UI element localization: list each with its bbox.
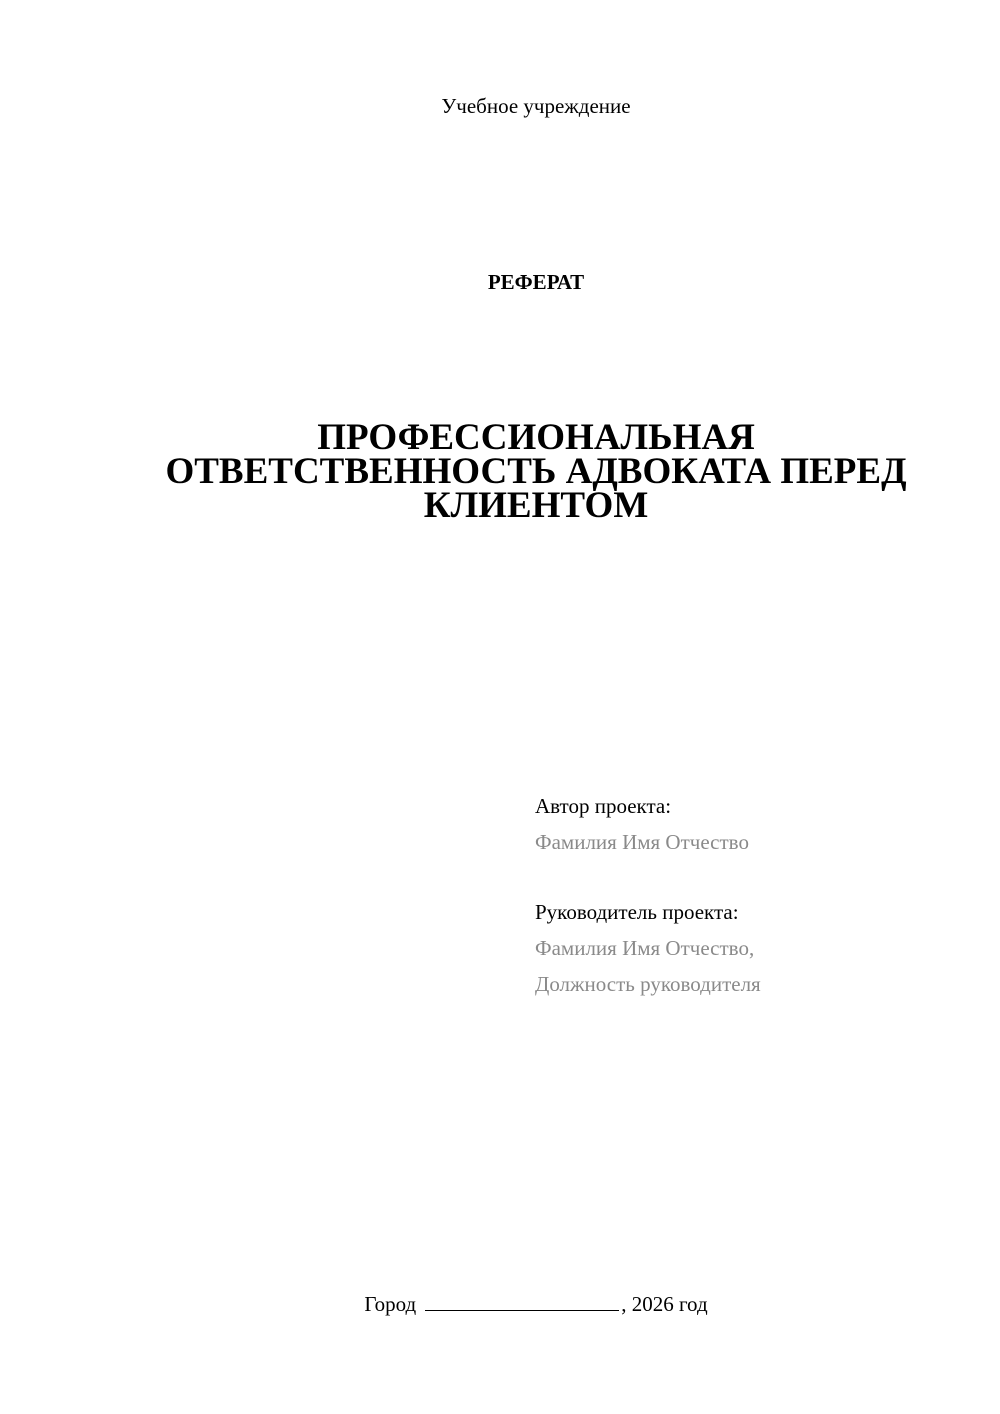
city-blank-line [425, 1292, 619, 1311]
supervisor-label: Руководитель проекта: [535, 900, 739, 924]
title-line: ОТВЕТСТВЕННОСТЬ АДВОКАТА ПЕРЕД [165, 451, 907, 492]
year-text: , 2026 год [621, 1292, 708, 1316]
title-line: КЛИЕНТОМ [423, 485, 649, 526]
author-label: Автор проекта: [535, 794, 672, 818]
supervisor-name: Фамилия Имя Отчество, [535, 936, 755, 960]
author-name: Фамилия Имя Отчество [535, 830, 749, 854]
document-type: РЕФЕРАТ [487, 270, 585, 294]
supervisor-position: Должность руководителя [535, 972, 761, 996]
city-label: Город [364, 1292, 417, 1316]
document-title [150, 417, 922, 526]
credits-block [535, 788, 975, 1002]
credits-spacer [535, 860, 975, 894]
title-line: ПРОФЕССИОНАЛЬНАЯ [317, 417, 755, 458]
footer-city-year [0, 1290, 1000, 1318]
institution-name: Учебное учреждение [441, 94, 631, 118]
